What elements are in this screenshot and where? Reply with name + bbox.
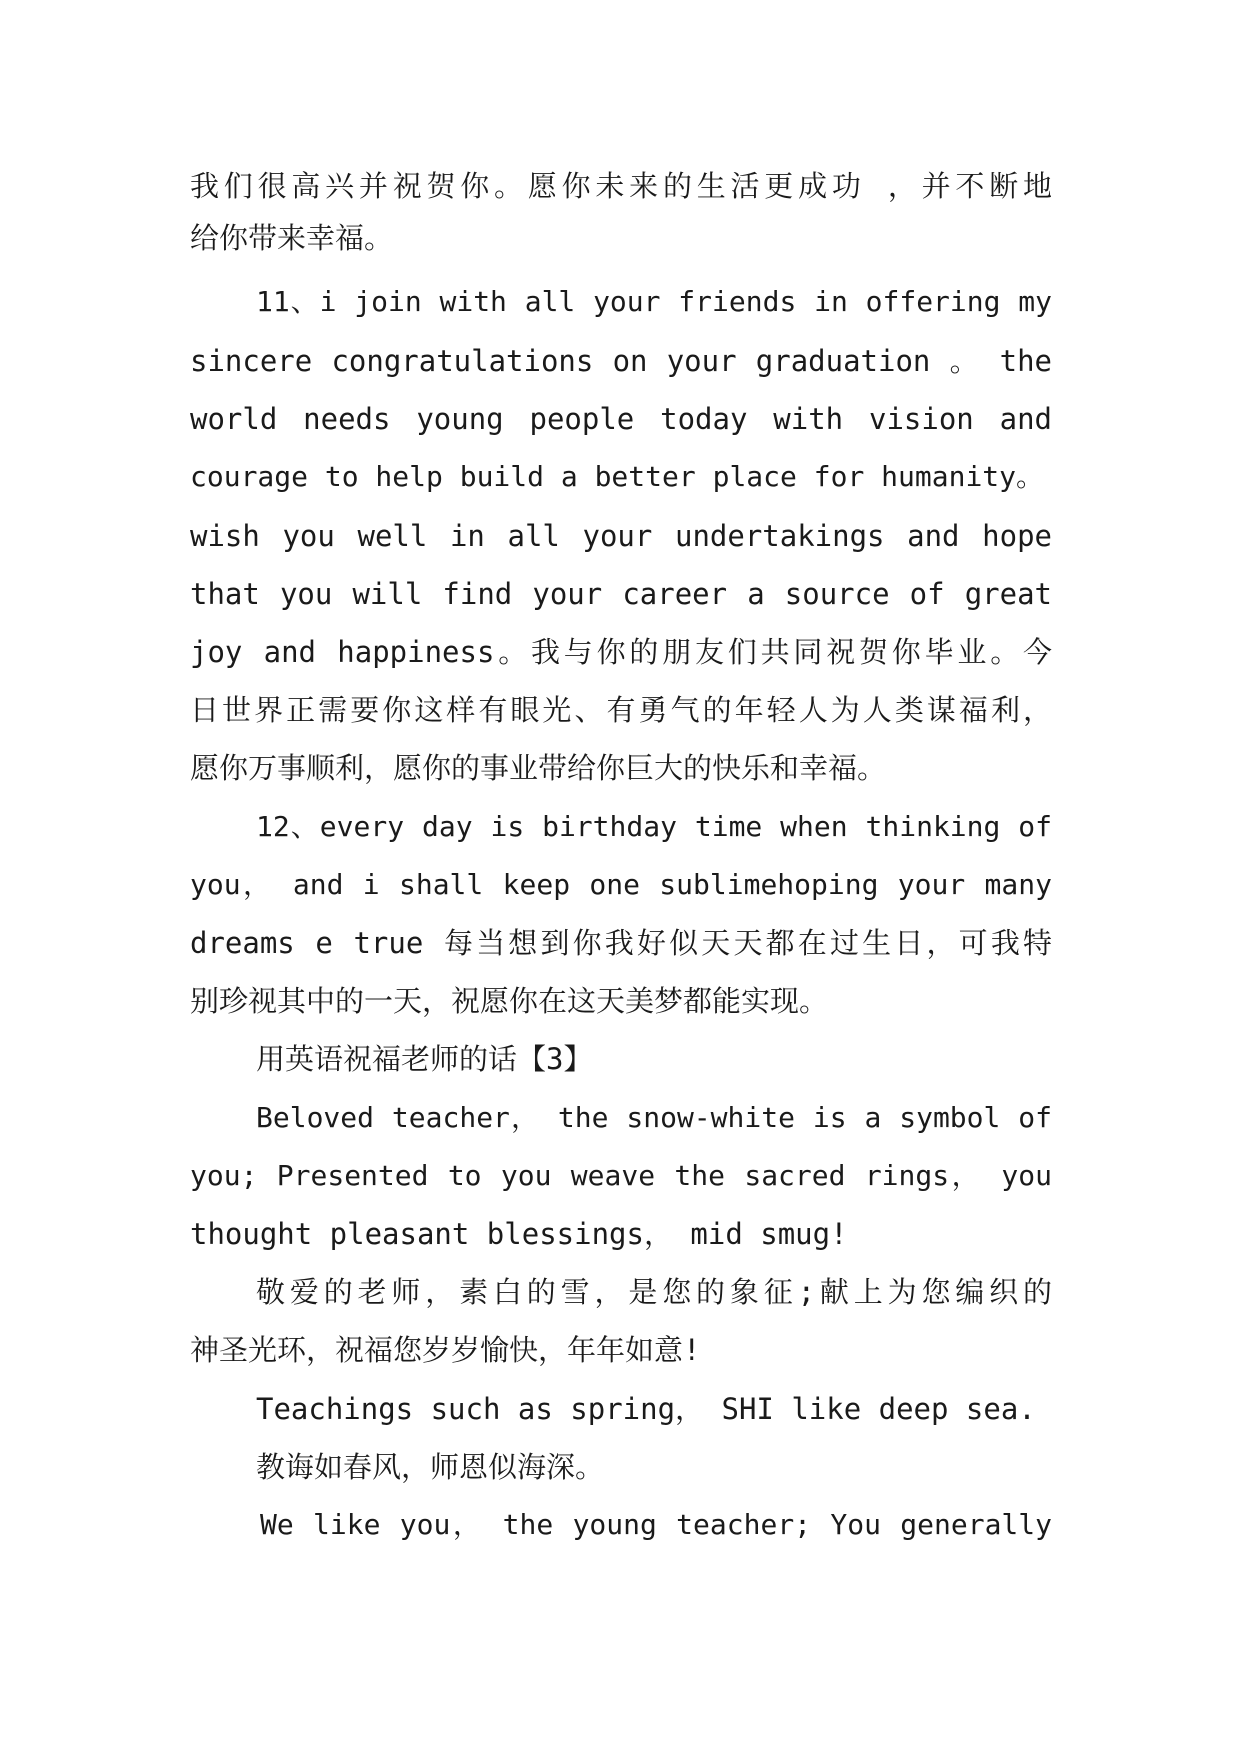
text-line: 教诲如春风，师恩似海深。 [256, 1450, 605, 1484]
text-line: 给你带来幸福。 [190, 221, 394, 255]
text-line: 敬爱的老师，素白的雪，是您的象征;献上为您编织的 [256, 1275, 1052, 1309]
text-line: courage to help build a better place for humanity。 [190, 460, 1045, 493]
text-line: 12、every day is birthday time when thinking of [256, 810, 1052, 843]
text-line: 我们很高兴并祝贺你。愿你未来的生活更成功 ，并不断地 [190, 169, 1052, 203]
text-line: thought pleasant blessings， mid smug! [190, 1217, 848, 1251]
text-line: world needs young people today with vision and [190, 402, 1052, 436]
text-line: 神圣光环，祝福您岁岁愉快，年年如意! [190, 1333, 701, 1367]
text-line: 愿你万事顺利，愿你的事业带给你巨大的快乐和幸福。 [190, 751, 887, 785]
text-line: We like you， the young teacher; You generally [260, 1508, 1052, 1541]
text-line: you; Presented to you weave the sacred rings， you [190, 1159, 1052, 1192]
text-line: joy and happiness。我与你的朋友们共同祝贺你毕业。今 [190, 635, 1052, 669]
text-line: that you will find your career a source of great [190, 577, 1052, 611]
text-line: Teachings such as spring， SHI like deep sea. [256, 1392, 1036, 1426]
text-line: wish you well in all your undertakings and hope [190, 519, 1052, 553]
section-heading: 用英语祝福老师的话【3】 [256, 1042, 593, 1076]
text-line: 日世界正需要你这样有眼光、有勇气的年轻人为人类谋福利， [190, 693, 1052, 727]
text-line: sincere congratulations on your graduation 。 the [190, 344, 1052, 378]
text-line: you， and i shall keep one sublimehoping your many [190, 868, 1052, 901]
text-line: 11、i join with all your friends in offering my [256, 285, 1052, 318]
text-line: dreams e true 每当想到你我好似天天都在过生日，可我特 [190, 926, 1052, 960]
text-line: Beloved teacher， the snow-white is a symbol of [256, 1101, 1052, 1134]
text-line: 别珍视其中的一天，祝愿你在这天美梦都能实现。 [190, 984, 829, 1018]
